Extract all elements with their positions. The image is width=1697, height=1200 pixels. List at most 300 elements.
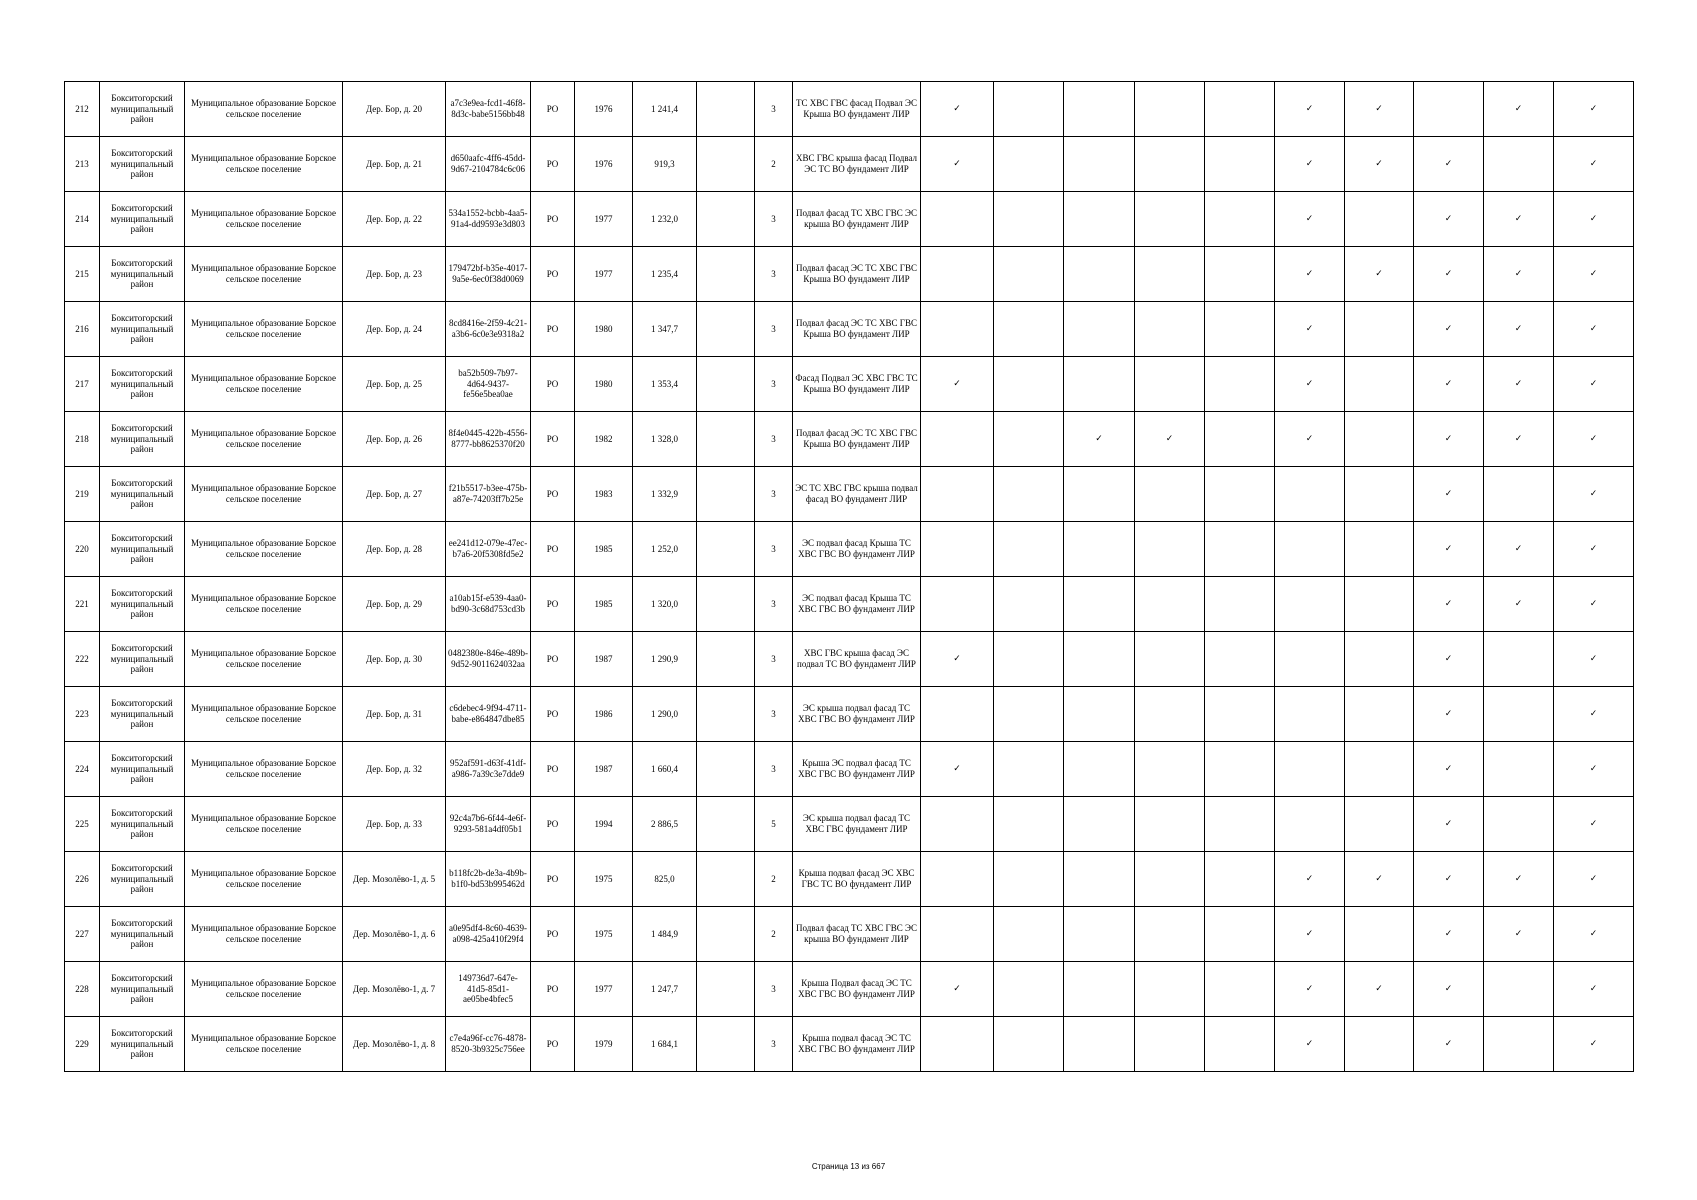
type-cell: РО <box>531 852 575 907</box>
check-mark-icon: ✓ <box>1484 357 1554 412</box>
work-flag-cell <box>1205 962 1275 1017</box>
works-list-cell: ЭС подвал фасад Крыша ТС ХВС ГВС ВО фундамент ЛИР <box>793 522 921 577</box>
address-cell: Дер. Бор, д. 28 <box>343 522 446 577</box>
settlement-cell: Муниципальное образование Борское сельское поселение <box>185 137 343 192</box>
settlement-cell: Муниципальное образование Борское сельское поселение <box>185 742 343 797</box>
work-flag-cell <box>1064 357 1135 412</box>
work-flag-cell <box>994 632 1064 687</box>
type-cell: РО <box>531 962 575 1017</box>
empty-cell <box>697 137 755 192</box>
empty-cell <box>697 522 755 577</box>
works-list-cell: Подвал фасад ЭС ТС ХВС ГВС Крыша ВО фундамент ЛИР <box>793 302 921 357</box>
settlement-cell: Муниципальное образование Борское сельское поселение <box>185 1017 343 1072</box>
district-cell: Бокситогорский муниципальный район <box>100 687 185 742</box>
settlement-cell: Муниципальное образование Борское сельское поселение <box>185 247 343 302</box>
floors-cell: 2 <box>755 907 793 962</box>
type-cell: РО <box>531 82 575 137</box>
work-flag-cell <box>1484 467 1554 522</box>
area-cell: 1 347,7 <box>633 302 697 357</box>
settlement-cell: Муниципальное образование Борское сельское поселение <box>185 577 343 632</box>
district-cell: Бокситогорский муниципальный район <box>100 467 185 522</box>
work-flag-cell <box>921 412 994 467</box>
work-flag-cell <box>1064 962 1135 1017</box>
work-flag-cell <box>1135 522 1205 577</box>
year-cell: 1983 <box>575 467 633 522</box>
check-mark-icon: ✓ <box>1554 412 1634 467</box>
work-flag-cell <box>994 302 1064 357</box>
empty-cell <box>697 852 755 907</box>
table-row <box>65 632 1634 687</box>
check-mark-icon: ✓ <box>921 82 994 137</box>
row-number: 223 <box>65 687 100 742</box>
work-flag-cell <box>1275 632 1345 687</box>
address-cell: Дер. Бор, д. 33 <box>343 797 446 852</box>
work-flag-cell <box>994 522 1064 577</box>
work-flag-cell <box>1205 302 1275 357</box>
type-cell: РО <box>531 632 575 687</box>
work-flag-cell <box>1275 797 1345 852</box>
work-flag-cell <box>994 357 1064 412</box>
district-cell: Бокситогорский муниципальный район <box>100 1017 185 1072</box>
work-flag-cell <box>1345 577 1414 632</box>
empty-cell <box>697 1017 755 1072</box>
floors-cell: 3 <box>755 82 793 137</box>
empty-cell <box>697 247 755 302</box>
settlement-cell: Муниципальное образование Борское сельское поселение <box>185 82 343 137</box>
building-id-cell: a7c3e9ea-fcd1-46f8-8d3c-babe5156bb48 <box>446 82 531 137</box>
works-list-cell: Подвал фасад ТС ХВС ГВС ЭС крыша ВО фундамент ЛИР <box>793 192 921 247</box>
work-flag-cell <box>1064 632 1135 687</box>
empty-cell <box>697 687 755 742</box>
district-cell: Бокситогорский муниципальный район <box>100 742 185 797</box>
floors-cell: 3 <box>755 247 793 302</box>
check-mark-icon: ✓ <box>1275 907 1345 962</box>
work-flag-cell <box>994 962 1064 1017</box>
type-cell: РО <box>531 357 575 412</box>
settlement-cell: Муниципальное образование Борское сельское поселение <box>185 467 343 522</box>
work-flag-cell <box>1205 247 1275 302</box>
work-flag-cell <box>994 412 1064 467</box>
work-flag-cell <box>1064 577 1135 632</box>
work-flag-cell <box>1135 1017 1205 1072</box>
work-flag-cell <box>1205 852 1275 907</box>
address-cell: Дер. Мозолёво-1, д. 6 <box>343 907 446 962</box>
table-row <box>65 797 1634 852</box>
work-flag-cell <box>994 137 1064 192</box>
work-flag-cell <box>1484 797 1554 852</box>
floors-cell: 2 <box>755 137 793 192</box>
check-mark-icon: ✓ <box>1554 1017 1634 1072</box>
row-number: 221 <box>65 577 100 632</box>
work-flag-cell <box>1205 687 1275 742</box>
work-flag-cell <box>1064 302 1135 357</box>
work-flag-cell <box>1135 742 1205 797</box>
empty-cell <box>697 302 755 357</box>
check-mark-icon: ✓ <box>1554 687 1634 742</box>
area-cell: 1 235,4 <box>633 247 697 302</box>
works-list-cell: Крыша ЭС подвал фасад ТС ХВС ГВС ВО фундамент ЛИР <box>793 742 921 797</box>
district-cell: Бокситогорский муниципальный район <box>100 302 185 357</box>
year-cell: 1980 <box>575 357 633 412</box>
check-mark-icon: ✓ <box>1554 247 1634 302</box>
work-flag-cell <box>1064 522 1135 577</box>
district-cell: Бокситогорский муниципальный район <box>100 632 185 687</box>
row-number: 222 <box>65 632 100 687</box>
year-cell: 1979 <box>575 1017 633 1072</box>
district-cell: Бокситогорский муниципальный район <box>100 357 185 412</box>
work-flag-cell <box>1205 412 1275 467</box>
year-cell: 1982 <box>575 412 633 467</box>
check-mark-icon: ✓ <box>1554 522 1634 577</box>
work-flag-cell <box>994 687 1064 742</box>
floors-cell: 3 <box>755 687 793 742</box>
area-cell: 825,0 <box>633 852 697 907</box>
check-mark-icon: ✓ <box>1414 852 1484 907</box>
work-flag-cell <box>921 1017 994 1072</box>
works-list-cell: Подвал фасад ЭС ТС ХВС ГВС Крыша ВО фундамент ЛИР <box>793 247 921 302</box>
type-cell: РО <box>531 302 575 357</box>
building-id-cell: a10ab15f-e539-4aa0-bd90-3c68d753cd3b <box>446 577 531 632</box>
area-cell: 1 247,7 <box>633 962 697 1017</box>
year-cell: 1986 <box>575 687 633 742</box>
work-flag-cell <box>1205 82 1275 137</box>
floors-cell: 3 <box>755 1017 793 1072</box>
table-row <box>65 962 1634 1017</box>
check-mark-icon: ✓ <box>1414 962 1484 1017</box>
year-cell: 1980 <box>575 302 633 357</box>
building-id-cell: 149736d7-647e-41d5-85d1-ae05be4bfec5 <box>446 962 531 1017</box>
address-cell: Дер. Бор, д. 22 <box>343 192 446 247</box>
check-mark-icon: ✓ <box>1554 192 1634 247</box>
check-mark-icon: ✓ <box>1345 962 1414 1017</box>
empty-cell <box>697 467 755 522</box>
work-flag-cell <box>1275 577 1345 632</box>
area-cell: 1 320,0 <box>633 577 697 632</box>
work-flag-cell <box>921 192 994 247</box>
district-cell: Бокситогорский муниципальный район <box>100 137 185 192</box>
building-id-cell: 534a1552-bcbb-4aa5-91a4-dd9593e3d803 <box>446 192 531 247</box>
check-mark-icon: ✓ <box>1484 247 1554 302</box>
work-flag-cell <box>1064 247 1135 302</box>
district-cell: Бокситогорский муниципальный район <box>100 962 185 1017</box>
area-cell: 1 332,9 <box>633 467 697 522</box>
work-flag-cell <box>1205 577 1275 632</box>
check-mark-icon: ✓ <box>1275 302 1345 357</box>
table-row <box>65 192 1634 247</box>
check-mark-icon: ✓ <box>1484 302 1554 357</box>
row-number: 216 <box>65 302 100 357</box>
work-flag-cell <box>1275 467 1345 522</box>
work-flag-cell <box>1135 687 1205 742</box>
check-mark-icon: ✓ <box>1484 82 1554 137</box>
settlement-cell: Муниципальное образование Борское сельское поселение <box>185 797 343 852</box>
row-number: 218 <box>65 412 100 467</box>
address-cell: Дер. Бор, д. 24 <box>343 302 446 357</box>
building-id-cell: 952af591-d63f-41df-a986-7a39c3e7dde9 <box>446 742 531 797</box>
settlement-cell: Муниципальное образование Борское сельское поселение <box>185 632 343 687</box>
check-mark-icon: ✓ <box>1414 742 1484 797</box>
type-cell: РО <box>531 412 575 467</box>
row-number: 220 <box>65 522 100 577</box>
empty-cell <box>697 632 755 687</box>
address-cell: Дер. Бор, д. 31 <box>343 687 446 742</box>
settlement-cell: Муниципальное образование Борское сельское поселение <box>185 687 343 742</box>
check-mark-icon: ✓ <box>1414 302 1484 357</box>
check-mark-icon: ✓ <box>1414 522 1484 577</box>
work-flag-cell <box>1484 962 1554 1017</box>
area-cell: 919,3 <box>633 137 697 192</box>
check-mark-icon: ✓ <box>1484 852 1554 907</box>
work-flag-cell <box>1484 1017 1554 1072</box>
type-cell: РО <box>531 192 575 247</box>
check-mark-icon: ✓ <box>1554 907 1634 962</box>
work-flag-cell <box>1205 907 1275 962</box>
address-cell: Дер. Бор, д. 21 <box>343 137 446 192</box>
settlement-cell: Муниципальное образование Борское сельское поселение <box>185 907 343 962</box>
work-flag-cell <box>1345 467 1414 522</box>
check-mark-icon: ✓ <box>1484 577 1554 632</box>
check-mark-icon: ✓ <box>1275 82 1345 137</box>
settlement-cell: Муниципальное образование Борское сельское поселение <box>185 302 343 357</box>
row-number: 219 <box>65 467 100 522</box>
empty-cell <box>697 412 755 467</box>
floors-cell: 2 <box>755 852 793 907</box>
check-mark-icon: ✓ <box>921 962 994 1017</box>
table-body <box>65 82 1634 1072</box>
row-number: 215 <box>65 247 100 302</box>
floors-cell: 3 <box>755 302 793 357</box>
work-flag-cell <box>994 467 1064 522</box>
type-cell: РО <box>531 247 575 302</box>
area-cell: 1 232,0 <box>633 192 697 247</box>
settlement-cell: Муниципальное образование Борское сельское поселение <box>185 357 343 412</box>
district-cell: Бокситогорский муниципальный район <box>100 852 185 907</box>
year-cell: 1977 <box>575 962 633 1017</box>
row-number: 225 <box>65 797 100 852</box>
work-flag-cell <box>1345 192 1414 247</box>
area-cell: 2 886,5 <box>633 797 697 852</box>
floors-cell: 3 <box>755 577 793 632</box>
check-mark-icon: ✓ <box>1275 137 1345 192</box>
check-mark-icon: ✓ <box>1554 137 1634 192</box>
table-row <box>65 1017 1634 1072</box>
check-mark-icon: ✓ <box>1345 852 1414 907</box>
table-row <box>65 742 1634 797</box>
area-cell: 1 353,4 <box>633 357 697 412</box>
work-flag-cell <box>1064 852 1135 907</box>
empty-cell <box>697 192 755 247</box>
work-flag-cell <box>1205 357 1275 412</box>
check-mark-icon: ✓ <box>1275 962 1345 1017</box>
check-mark-icon: ✓ <box>1275 1017 1345 1072</box>
floors-cell: 3 <box>755 467 793 522</box>
type-cell: РО <box>531 137 575 192</box>
table-row <box>65 577 1634 632</box>
work-flag-cell <box>1345 412 1414 467</box>
check-mark-icon: ✓ <box>1414 687 1484 742</box>
check-mark-icon: ✓ <box>1554 82 1634 137</box>
work-flag-cell <box>1484 687 1554 742</box>
check-mark-icon: ✓ <box>1554 467 1634 522</box>
address-cell: Дер. Бор, д. 23 <box>343 247 446 302</box>
works-list-cell: ХВС ГВС крыша фасад Подвал ЭС ТС ВО фундамент ЛИР <box>793 137 921 192</box>
work-flag-cell <box>994 852 1064 907</box>
check-mark-icon: ✓ <box>1554 962 1634 1017</box>
check-mark-icon: ✓ <box>1554 797 1634 852</box>
floors-cell: 5 <box>755 797 793 852</box>
work-flag-cell <box>1135 907 1205 962</box>
work-flag-cell <box>1064 797 1135 852</box>
work-flag-cell <box>1064 467 1135 522</box>
works-list-cell: ТС ХВС ГВС фасад Подвал ЭС Крыша ВО фундамент ЛИР <box>793 82 921 137</box>
check-mark-icon: ✓ <box>1345 247 1414 302</box>
table-row <box>65 247 1634 302</box>
floors-cell: 3 <box>755 192 793 247</box>
floors-cell: 3 <box>755 412 793 467</box>
area-cell: 1 290,9 <box>633 632 697 687</box>
row-number: 213 <box>65 137 100 192</box>
work-flag-cell <box>921 852 994 907</box>
work-flag-cell <box>921 302 994 357</box>
works-list-cell: ЭС ТС ХВС ГВС крыша подвал фасад ВО фундамент ЛИР <box>793 467 921 522</box>
district-cell: Бокситогорский муниципальный район <box>100 247 185 302</box>
check-mark-icon: ✓ <box>1414 467 1484 522</box>
check-mark-icon: ✓ <box>1275 852 1345 907</box>
year-cell: 1976 <box>575 137 633 192</box>
work-flag-cell <box>1205 137 1275 192</box>
year-cell: 1985 <box>575 577 633 632</box>
floors-cell: 3 <box>755 742 793 797</box>
area-cell: 1 684,1 <box>633 1017 697 1072</box>
work-flag-cell <box>1135 962 1205 1017</box>
work-flag-cell <box>1275 742 1345 797</box>
year-cell: 1987 <box>575 742 633 797</box>
work-flag-cell <box>1345 522 1414 577</box>
housing-registry-table <box>64 81 1634 1072</box>
check-mark-icon: ✓ <box>1275 357 1345 412</box>
check-mark-icon: ✓ <box>1275 192 1345 247</box>
works-list-cell: Крыша подвал фасад ЭС ТС ХВС ГВС ВО фундамент ЛИР <box>793 1017 921 1072</box>
empty-cell <box>697 962 755 1017</box>
type-cell: РО <box>531 577 575 632</box>
work-flag-cell <box>1064 137 1135 192</box>
district-cell: Бокситогорский муниципальный район <box>100 797 185 852</box>
works-list-cell: Крыша Подвал фасад ЭС ТС ХВС ГВС ВО фундамент ЛИР <box>793 962 921 1017</box>
work-flag-cell <box>1414 82 1484 137</box>
work-flag-cell <box>1135 467 1205 522</box>
work-flag-cell <box>1345 632 1414 687</box>
row-number: 212 <box>65 82 100 137</box>
work-flag-cell <box>994 192 1064 247</box>
building-id-cell: 8f4e0445-422b-4556-8777-bb8625370f20 <box>446 412 531 467</box>
row-number: 226 <box>65 852 100 907</box>
address-cell: Дер. Мозолёво-1, д. 5 <box>343 852 446 907</box>
table-row <box>65 467 1634 522</box>
empty-cell <box>697 82 755 137</box>
work-flag-cell <box>1135 137 1205 192</box>
work-flag-cell <box>994 907 1064 962</box>
table-row <box>65 687 1634 742</box>
work-flag-cell <box>1205 522 1275 577</box>
check-mark-icon: ✓ <box>1554 852 1634 907</box>
table-row <box>65 302 1634 357</box>
work-flag-cell <box>1345 797 1414 852</box>
district-cell: Бокситогорский муниципальный район <box>100 82 185 137</box>
area-cell: 1 484,9 <box>633 907 697 962</box>
work-flag-cell <box>1205 192 1275 247</box>
work-flag-cell <box>1345 687 1414 742</box>
building-id-cell: 92c4a7b6-6f44-4e6f-9293-581a4df05b1 <box>446 797 531 852</box>
type-cell: РО <box>531 522 575 577</box>
works-list-cell: ЭС крыша подвал фасад ТС ХВС ГВС ВО фундамент ЛИР <box>793 687 921 742</box>
check-mark-icon: ✓ <box>1135 412 1205 467</box>
work-flag-cell <box>1345 1017 1414 1072</box>
building-id-cell: c7e4a96f-cc76-4878-8520-3b9325c756ee <box>446 1017 531 1072</box>
work-flag-cell <box>1484 742 1554 797</box>
work-flag-cell <box>994 577 1064 632</box>
work-flag-cell <box>994 1017 1064 1072</box>
year-cell: 1977 <box>575 192 633 247</box>
work-flag-cell <box>1345 907 1414 962</box>
check-mark-icon: ✓ <box>1554 357 1634 412</box>
check-mark-icon: ✓ <box>921 357 994 412</box>
work-flag-cell <box>1135 302 1205 357</box>
work-flag-cell <box>994 247 1064 302</box>
work-flag-cell <box>994 82 1064 137</box>
table-row <box>65 137 1634 192</box>
check-mark-icon: ✓ <box>1414 247 1484 302</box>
table-row <box>65 412 1634 467</box>
check-mark-icon: ✓ <box>1554 632 1634 687</box>
work-flag-cell <box>1135 577 1205 632</box>
area-cell: 1 328,0 <box>633 412 697 467</box>
check-mark-icon: ✓ <box>1484 522 1554 577</box>
check-mark-icon: ✓ <box>1554 577 1634 632</box>
work-flag-cell <box>1345 302 1414 357</box>
year-cell: 1975 <box>575 852 633 907</box>
floors-cell: 3 <box>755 962 793 1017</box>
row-number: 227 <box>65 907 100 962</box>
check-mark-icon: ✓ <box>1484 192 1554 247</box>
check-mark-icon: ✓ <box>1414 1017 1484 1072</box>
row-number: 224 <box>65 742 100 797</box>
works-list-cell: Подвал фасад ЭС ТС ХВС ГВС Крыша ВО фундамент ЛИР <box>793 412 921 467</box>
work-flag-cell <box>1205 797 1275 852</box>
check-mark-icon: ✓ <box>921 137 994 192</box>
works-list-cell: ХВС ГВС крыша фасад ЭС подвал ТС ВО фундамент ЛИР <box>793 632 921 687</box>
building-id-cell: 8cd8416e-2f59-4c21-a3b6-6c0e3e9318a2 <box>446 302 531 357</box>
type-cell: РО <box>531 907 575 962</box>
building-id-cell: d650aafc-4ff6-45dd-9d67-2104784c6c06 <box>446 137 531 192</box>
work-flag-cell <box>994 742 1064 797</box>
area-cell: 1 252,0 <box>633 522 697 577</box>
check-mark-icon: ✓ <box>1275 412 1345 467</box>
building-id-cell: ba52b509-7b97-4d64-9437-fe56e5bea0ae <box>446 357 531 412</box>
row-number: 214 <box>65 192 100 247</box>
check-mark-icon: ✓ <box>1414 577 1484 632</box>
work-flag-cell <box>921 522 994 577</box>
work-flag-cell <box>921 247 994 302</box>
address-cell: Дер. Бор, д. 29 <box>343 577 446 632</box>
check-mark-icon: ✓ <box>1414 632 1484 687</box>
empty-cell <box>697 742 755 797</box>
year-cell: 1994 <box>575 797 633 852</box>
building-id-cell: b118fc2b-de3a-4b9b-b1f0-bd53b995462d <box>446 852 531 907</box>
work-flag-cell <box>921 687 994 742</box>
check-mark-icon: ✓ <box>921 742 994 797</box>
work-flag-cell <box>1135 357 1205 412</box>
work-flag-cell <box>1064 1017 1135 1072</box>
